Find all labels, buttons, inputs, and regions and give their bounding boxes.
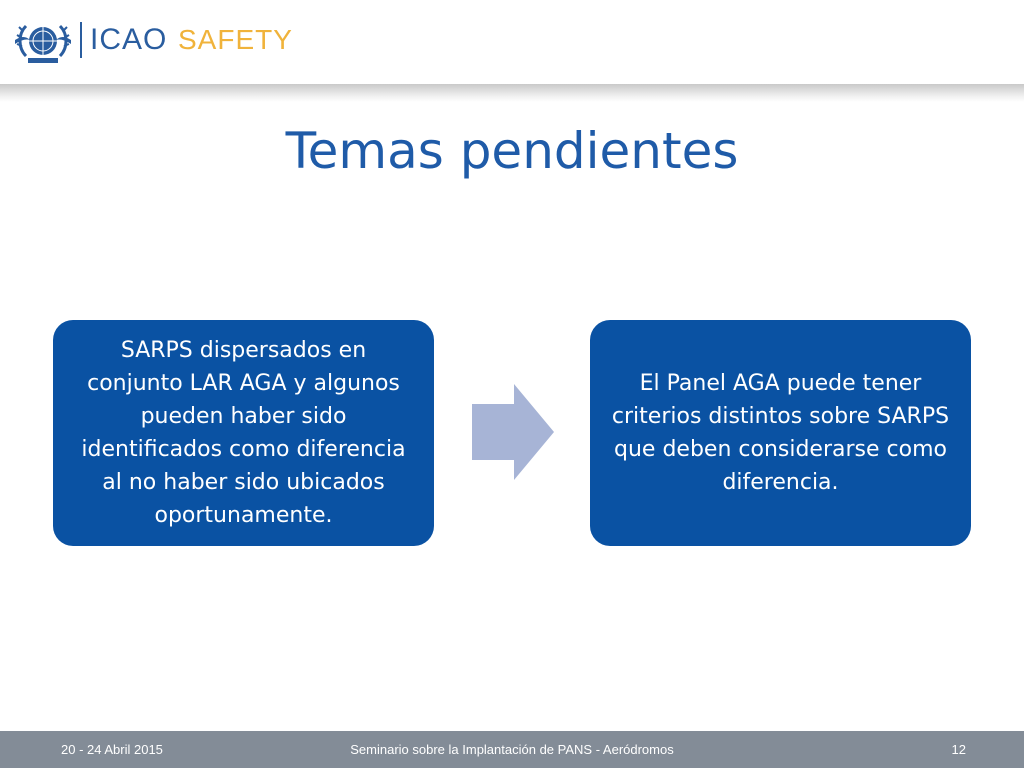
- footer-event: Seminario sobre la Implantación de PANS - Aeródromos: [350, 742, 674, 757]
- slide-footer: [0, 731, 1024, 768]
- header-shadow: [0, 84, 1024, 102]
- brand-name: ICAO: [90, 23, 168, 56]
- brand-divider: [80, 22, 82, 58]
- diagram-box-right: [590, 320, 971, 546]
- slide-title: Temas pendientes: [285, 122, 739, 180]
- footer-date: 20 - 24 Abril 2015: [61, 742, 163, 757]
- slide-header: [0, 0, 1024, 84]
- un-emblem-icon: [14, 16, 72, 66]
- right-arrow-icon: [472, 384, 554, 480]
- diagram-box-left: [53, 320, 434, 546]
- diagram-box-right-text: El Panel AGA puede tener criterios distintos sobre SARPS que deben considerarse como diferencia.: [611, 371, 950, 495]
- diagram-box-left-text: SARPS dispersados en conjunto LAR AGA y algunos pueden haber sido identificados como diferencia al no haber sido ubicados oportunamente.: [81, 338, 406, 528]
- brand-tagline: SAFETY: [178, 24, 293, 55]
- page-number: 12: [951, 742, 966, 757]
